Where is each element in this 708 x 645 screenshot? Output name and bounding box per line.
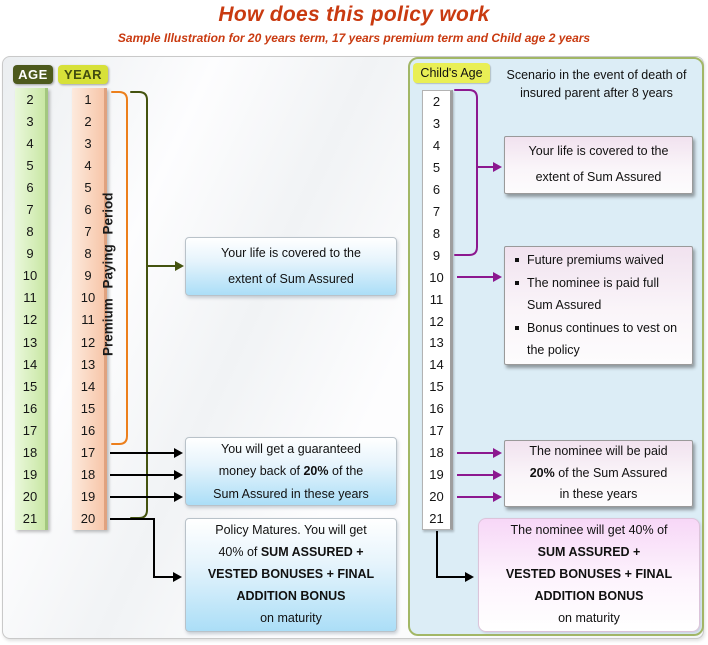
child-age-column-header: Child's Age xyxy=(413,63,490,83)
year-cell: 11 xyxy=(81,312,95,328)
age-cell: 2 xyxy=(26,91,34,107)
life-cover-line1: Your life is covered to the xyxy=(221,245,361,260)
child-age-cell: 12 xyxy=(429,313,444,329)
money-back-line2-post: of the xyxy=(328,464,364,479)
age-cell: 21 xyxy=(22,511,38,527)
policy-matures-box xyxy=(185,518,397,632)
life-cover-box xyxy=(185,237,397,296)
bullet-icon xyxy=(515,326,519,330)
money-back-line2 xyxy=(186,460,396,483)
child-age-cell: 2 xyxy=(432,94,441,110)
benefit-text: The nominee is paid full Sum Assured xyxy=(527,275,660,313)
year-cell: 14 xyxy=(80,378,96,394)
money-back-box xyxy=(185,437,397,506)
age-cell: 5 xyxy=(26,157,34,173)
child-age-cell: 18 xyxy=(429,444,444,460)
benefit-item xyxy=(513,249,686,272)
maturity-line2-pre: 40% of xyxy=(218,545,261,560)
child-age-cell: 20 xyxy=(429,488,444,504)
benefit-text: Bonus continues to vest on the policy xyxy=(527,320,678,358)
child-life-cover-line2: extent of Sum Assured xyxy=(535,170,662,184)
child-age-cell: 15 xyxy=(429,379,444,395)
age-cell: 13 xyxy=(22,334,38,350)
child-age-cell: 14 xyxy=(429,357,444,373)
age-cell: 6 xyxy=(26,179,34,195)
nominee-maturity-line3 xyxy=(479,564,699,586)
child-age-cell: 3 xyxy=(432,116,441,132)
life-cover-line2: extent of Sum Assured xyxy=(228,271,354,286)
year-cell: 3 xyxy=(84,135,92,151)
nominee-money-back-line1: The nominee will be paid xyxy=(529,443,668,458)
year-column-header: YEAR xyxy=(58,65,108,84)
bullet-icon xyxy=(515,258,519,262)
child-age-cell: 17 xyxy=(429,423,444,439)
year-cell: 9 xyxy=(84,268,92,284)
age-column-header: AGE xyxy=(13,65,53,84)
year-cell: 8 xyxy=(84,246,92,262)
nominee-money-back-line2-bold: 20% xyxy=(529,465,555,480)
age-cell: 15 xyxy=(22,378,38,394)
year-cell: 19 xyxy=(80,489,96,505)
nominee-money-back-line2 xyxy=(505,463,692,485)
maturity-line3-bold: VESTED BONUSES + FINAL xyxy=(207,567,375,582)
year-cell: 13 xyxy=(80,356,96,372)
year-cell: 6 xyxy=(84,202,92,218)
year-cell: 10 xyxy=(80,290,96,306)
year-cell: 2 xyxy=(84,113,92,129)
age-cell: 7 xyxy=(26,202,34,218)
age-cell: 11 xyxy=(23,290,37,306)
child-age-cell: 4 xyxy=(432,138,441,154)
nominee-maturity-line1: The nominee will get 40% of xyxy=(510,523,668,538)
child-age-cell: 6 xyxy=(432,182,441,198)
age-cell: 14 xyxy=(22,356,38,372)
child-age-cell: 10 xyxy=(429,269,444,285)
maturity-line4 xyxy=(186,586,396,608)
age-cell: 9 xyxy=(26,246,34,262)
maturity-line5: on maturity xyxy=(260,610,322,625)
year-cell: 1 xyxy=(84,91,92,107)
money-back-line2-bold: 20% xyxy=(303,464,329,479)
maturity-line2-bold: SUM ASSURED + xyxy=(260,545,364,560)
benefit-item xyxy=(513,317,686,362)
benefit-item xyxy=(513,272,686,317)
year-cell: 18 xyxy=(80,467,96,483)
age-cell: 17 xyxy=(22,422,38,438)
child-age-column xyxy=(422,90,453,530)
money-back-line1: You will get a guaranteed xyxy=(221,441,361,456)
nominee-maturity-line2-bold: SUM ASSURED + xyxy=(537,545,641,560)
child-age-cell: 13 xyxy=(429,335,444,351)
year-cell: 17 xyxy=(80,445,96,461)
child-age-cell: 7 xyxy=(432,203,441,219)
nominee-maturity-line2 xyxy=(479,542,699,564)
maturity-line3 xyxy=(186,564,396,586)
child-age-cell: 16 xyxy=(429,401,444,417)
nominee-money-back-line2-post: of the Sum Assured xyxy=(554,465,668,480)
age-cell: 16 xyxy=(22,400,38,416)
child-age-cell: 8 xyxy=(432,225,441,241)
scenario-line1: Scenario in the event of death of xyxy=(506,68,687,82)
age-cell: 8 xyxy=(26,224,34,240)
maturity-line1: Policy Matures. You will get xyxy=(215,523,367,538)
money-back-line2-pre: money back of xyxy=(218,464,304,479)
bullet-icon xyxy=(515,281,519,285)
year-cell: 16 xyxy=(80,422,96,438)
child-age-cell: 19 xyxy=(429,466,444,482)
year-cell: 15 xyxy=(80,400,96,416)
scenario-header xyxy=(494,66,699,102)
scenario-line2: insured parent after 8 years xyxy=(520,86,673,101)
year-cell: 4 xyxy=(84,157,92,173)
age-cell: 12 xyxy=(22,312,38,328)
benefit-text: Future premiums waived xyxy=(527,253,664,268)
age-cell: 18 xyxy=(22,445,38,461)
nominee-maturity-box xyxy=(478,518,700,632)
age-cell: 10 xyxy=(22,268,38,284)
page-title: How does this policy work xyxy=(218,3,490,26)
child-age-cell: 5 xyxy=(432,160,441,176)
age-cell: 20 xyxy=(22,489,38,505)
page-subtitle: Sample Illustration for 20 years term, 17 years premium term and Child age 2 years xyxy=(117,31,591,45)
money-back-line3: Sum Assured in these years xyxy=(213,486,369,501)
nominee-maturity-line3-bold: VESTED BONUSES + FINAL xyxy=(505,567,673,582)
age-cell: 3 xyxy=(26,113,34,129)
year-cell: 12 xyxy=(80,334,96,350)
child-age-cell: 9 xyxy=(432,247,441,263)
nominee-maturity-line4-bold: ADDITION BONUS xyxy=(534,588,644,603)
age-cell: 19 xyxy=(22,467,38,483)
nominee-maturity-line4 xyxy=(479,586,699,608)
age-cell: 4 xyxy=(26,135,34,151)
year-cell: 5 xyxy=(84,179,92,195)
nominee-maturity-line5: on maturity xyxy=(558,610,620,625)
child-life-cover-line1: Your life is covered to the xyxy=(528,144,669,159)
nominee-money-back-box xyxy=(504,440,693,507)
premium-paying-period-label: Premium Paying Period xyxy=(100,192,116,357)
child-life-cover-box xyxy=(504,136,693,194)
year-cell: 20 xyxy=(80,511,96,527)
death-benefits-box xyxy=(504,246,693,365)
maturity-line4-bold: ADDITION BONUS xyxy=(236,588,346,603)
maturity-line2 xyxy=(186,542,396,564)
nominee-money-back-line3: in these years xyxy=(559,487,638,502)
child-age-cell: 21 xyxy=(429,510,444,526)
age-column xyxy=(15,88,48,530)
year-cell: 7 xyxy=(84,224,92,240)
child-age-cell: 11 xyxy=(429,291,444,307)
